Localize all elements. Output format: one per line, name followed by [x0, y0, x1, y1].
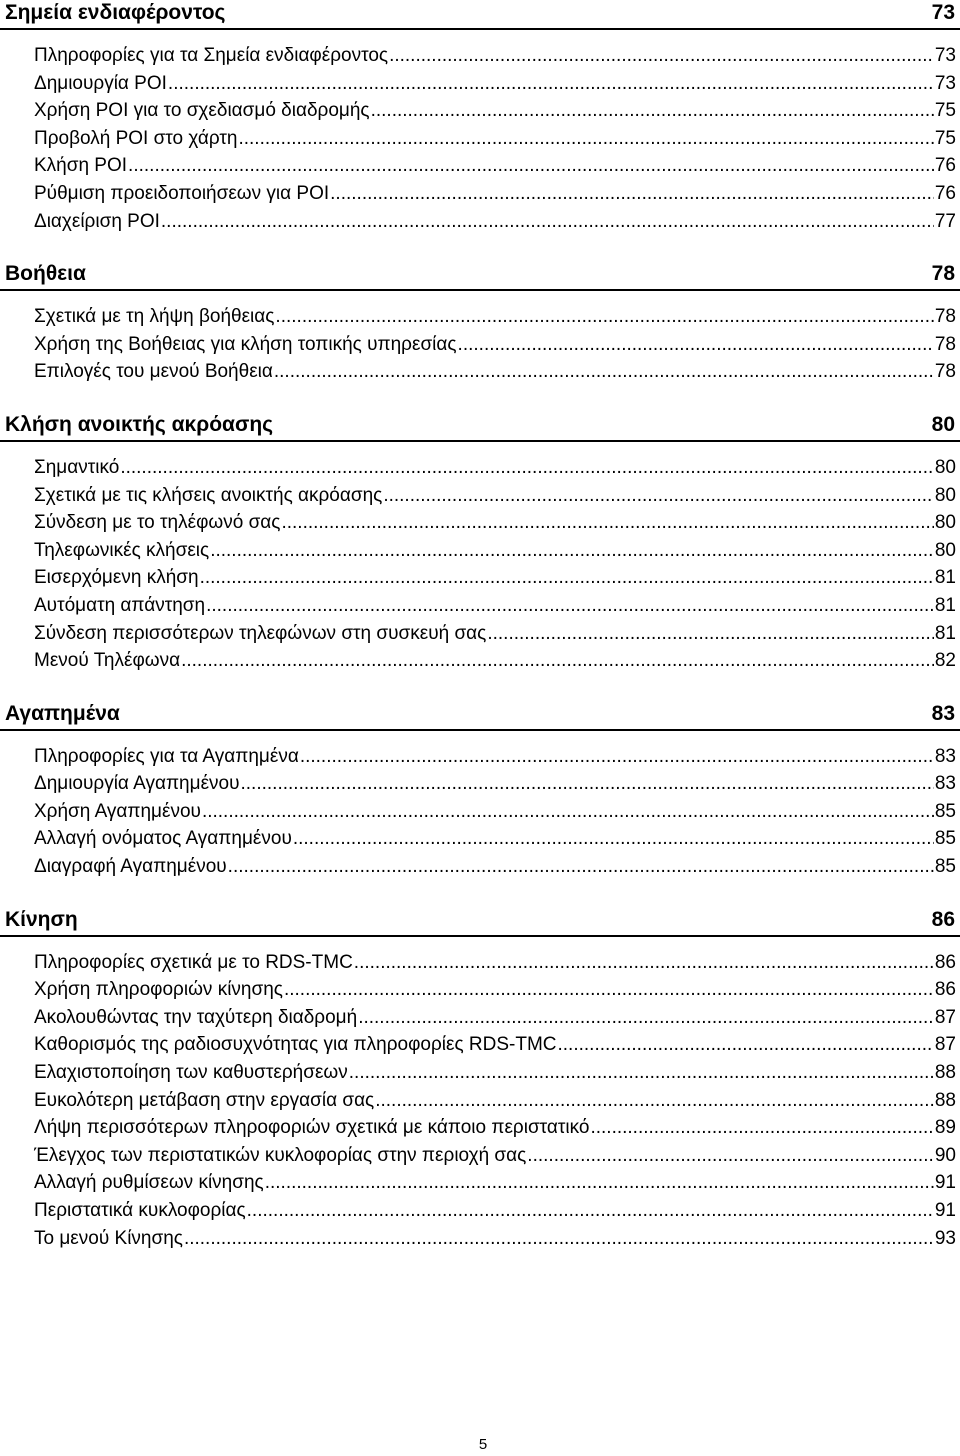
dot-leader: [527, 1142, 934, 1170]
entry-title: Σύνδεση με το τηλέφωνό σας: [34, 512, 281, 534]
section-page: 73: [931, 1, 955, 24]
entry-title: Εισερχόμενη κλήση: [34, 567, 199, 589]
entry-title: Ακολουθώντας την ταχύτερη διαδρομή: [34, 1006, 358, 1028]
dot-leader: [200, 564, 934, 592]
toc-entry[interactable]: [34, 331, 956, 359]
section-heading[interactable]: [0, 701, 960, 731]
dot-leader: [293, 825, 934, 853]
dot-leader: [181, 647, 934, 675]
dot-leader: [241, 770, 934, 798]
entry-title: Δημιουργία Αγαπημένου: [34, 773, 240, 795]
toc-entry[interactable]: [34, 853, 956, 881]
entry-page: 87: [934, 1006, 956, 1028]
entry-page: 85: [934, 828, 956, 850]
entry-page: 87: [934, 1034, 956, 1056]
dot-leader: [120, 454, 934, 482]
entry-page: 78: [934, 333, 956, 355]
entry-page: 93: [934, 1227, 956, 1249]
entry-page: 88: [934, 1062, 956, 1084]
toc-entry[interactable]: [34, 125, 956, 153]
entry-page: 82: [934, 650, 956, 672]
dot-leader: [458, 331, 934, 359]
section-page: 86: [931, 907, 955, 931]
dot-leader: [274, 358, 934, 386]
toc-entry[interactable]: [34, 454, 956, 482]
entry-title: Λήψη περισσότερων πληροφοριών σχετικά με κάποιο περιστατικό: [34, 1117, 590, 1139]
entry-title: Μενού Τηλέφωνα: [34, 650, 181, 672]
toc-entry[interactable]: [34, 482, 956, 510]
entry-page: 80: [934, 484, 956, 506]
toc-entry[interactable]: [34, 180, 956, 208]
toc-section: [0, 0, 960, 235]
section-title: Βοήθεια: [5, 262, 86, 286]
dot-leader: [358, 1004, 934, 1032]
entry-page: 80: [934, 512, 956, 534]
entry-page: 73: [934, 72, 956, 94]
entry-title: Περιστατικά κυκλοφορίας: [34, 1200, 246, 1221]
toc-entry[interactable]: [34, 798, 956, 826]
toc-entry[interactable]: [34, 770, 956, 798]
toc-entry[interactable]: [34, 949, 956, 977]
toc-entry[interactable]: [34, 1004, 956, 1032]
section-gap: [0, 386, 960, 412]
entry-title: Αλλαγή ρυθμίσεων κίνησης: [34, 1172, 264, 1194]
entry-page: 85: [934, 800, 956, 822]
entry-title: Χρήση πληροφοριών κίνησης: [34, 979, 283, 1001]
toc-section: [0, 907, 960, 1253]
entry-title: Ελαχιστοποίηση των καθυστερήσεων: [34, 1062, 348, 1084]
toc-entry[interactable]: [34, 70, 956, 98]
section-heading[interactable]: [0, 907, 960, 937]
entry-title: Προβολή POI στο χάρτη: [34, 127, 238, 149]
entry-title: Ρύθμιση προειδοποιήσεων για POI: [34, 182, 330, 204]
section-heading[interactable]: [0, 412, 960, 442]
section-gap: [0, 235, 960, 261]
page-number: 5: [478, 1436, 488, 1453]
toc-entry[interactable]: [34, 1197, 956, 1225]
entry-page: 88: [934, 1089, 956, 1111]
toc-entry[interactable]: [34, 564, 956, 592]
entry-title: Χρήση της Βοήθειας για κλήση τοπικής υπηρεσίας: [34, 333, 457, 355]
section-title: Αγαπημένα: [5, 701, 120, 725]
toc-section: [0, 701, 960, 881]
dot-leader: [330, 180, 934, 208]
toc-entry[interactable]: [34, 509, 956, 537]
dot-leader: [128, 152, 934, 180]
entry-page: 91: [934, 1200, 956, 1221]
dot-leader: [247, 1197, 934, 1225]
entry-title: Σύνδεση περισσότερων τηλεφώνων στη συσκευή σας: [34, 622, 487, 644]
toc-entry[interactable]: [34, 1169, 956, 1197]
dot-leader: [281, 509, 933, 537]
entry-page: 90: [934, 1144, 956, 1166]
entry-title: Αλλαγή ονόματος Αγαπημένου: [34, 828, 292, 850]
entry-title: Πληροφορίες σχετικά με το RDS-TMC: [34, 951, 353, 973]
section-title: Σημεία ενδιαφέροντος: [5, 1, 226, 24]
toc-entry[interactable]: [34, 592, 956, 620]
toc-entry[interactable]: [34, 1225, 956, 1253]
entry-page: 91: [934, 1172, 956, 1194]
dot-leader: [265, 1169, 934, 1197]
dot-leader: [349, 1059, 934, 1087]
dot-leader: [590, 1114, 933, 1142]
entry-page: 75: [934, 127, 956, 149]
entry-page: 81: [934, 594, 956, 616]
entry-page: 80: [934, 456, 956, 478]
entry-page: 76: [934, 155, 956, 177]
entry-title: Σχετικά με τη λήψη βοήθειας: [34, 306, 275, 328]
entry-title: Τηλεφωνικές κλήσεις: [34, 539, 210, 561]
section-page: 78: [931, 262, 955, 286]
section-page: 80: [931, 412, 955, 436]
entry-page: 86: [934, 979, 956, 1001]
section-page: 83: [931, 701, 955, 725]
toc-entry[interactable]: [34, 208, 956, 236]
toc-entry[interactable]: [34, 743, 956, 771]
section-title: Κίνηση: [5, 907, 78, 931]
entry-page: 81: [934, 567, 956, 589]
toc-entry[interactable]: [34, 152, 956, 180]
dot-leader: [354, 949, 934, 977]
toc-entry[interactable]: [34, 1142, 956, 1170]
dot-leader: [161, 208, 934, 236]
dot-leader: [487, 620, 934, 648]
dot-leader: [275, 303, 933, 331]
toc-entry[interactable]: [34, 42, 956, 70]
toc-entry[interactable]: [34, 1059, 956, 1087]
toc-entry[interactable]: [34, 537, 956, 565]
entry-page: 83: [934, 745, 956, 767]
entry-title: Διαχείριση POI: [34, 210, 160, 232]
dot-leader: [210, 537, 934, 565]
entry-title: Διαγραφή Αγαπημένου: [34, 856, 227, 878]
dot-leader: [375, 1087, 934, 1115]
toc-entry[interactable]: [34, 97, 956, 125]
entry-page: 73: [934, 45, 956, 66]
section-heading[interactable]: [0, 0, 960, 30]
dot-leader: [184, 1225, 934, 1253]
entry-page: 80: [934, 539, 956, 561]
toc-section: [0, 412, 960, 675]
toc-entry[interactable]: [34, 1114, 956, 1142]
toc-entry[interactable]: [34, 1031, 956, 1059]
dot-leader: [238, 125, 933, 153]
toc-entry[interactable]: [34, 358, 956, 386]
entry-page: 78: [934, 306, 956, 328]
entry-page: 81: [934, 622, 956, 644]
entry-title: Καθορισμός της ραδιοσυχνότητας για πληροφορίες RDS-TMC: [34, 1034, 557, 1056]
entry-title: Σχετικά με τις κλήσεις ανοικτής ακρόασης: [34, 484, 383, 506]
dot-leader: [228, 853, 934, 881]
toc-entry[interactable]: [34, 976, 956, 1004]
entry-title: Έλεγχος των περιστατικών κυκλοφορίας στην περιοχή σας: [34, 1144, 527, 1166]
toc-entry[interactable]: [34, 303, 956, 331]
entry-title: Χρήση Αγαπημένου: [34, 800, 201, 822]
entry-title: Κλήση POI: [34, 155, 128, 177]
dot-leader: [558, 1031, 934, 1059]
toc-entry[interactable]: [34, 620, 956, 648]
section-gap: [0, 675, 960, 701]
entry-page: 77: [934, 210, 956, 232]
entry-title: Δημιουργία POI: [34, 72, 167, 94]
entry-title: Επιλογές του μενού Βοήθεια: [34, 361, 273, 383]
entry-title: Το μενού Κίνησης: [34, 1227, 183, 1249]
dot-leader: [284, 976, 934, 1004]
toc-entry[interactable]: [34, 1087, 956, 1115]
dot-leader: [383, 482, 934, 510]
section-title: Κλήση ανοικτής ακρόασης: [5, 412, 274, 436]
toc-entry[interactable]: [34, 647, 956, 675]
toc-section: [0, 261, 960, 386]
entry-page: 76: [934, 182, 956, 204]
entry-page: 89: [934, 1117, 956, 1139]
entry-title: Ευκολότερη μετάβαση στην εργασία σας: [34, 1089, 375, 1111]
section-gap: [0, 881, 960, 907]
dot-leader: [300, 743, 934, 771]
entry-page: 83: [934, 773, 956, 795]
entry-page: 75: [934, 100, 956, 122]
entry-page: 78: [934, 361, 956, 383]
dot-leader: [168, 70, 934, 98]
entry-title: Πληροφορίες για τα Σημεία ενδιαφέροντος: [34, 45, 389, 66]
entry-title: Σημαντικό: [34, 456, 120, 478]
dot-leader: [371, 97, 934, 125]
dot-leader: [206, 592, 934, 620]
section-heading[interactable]: [0, 261, 960, 291]
dot-leader: [202, 798, 934, 826]
entry-page: 86: [934, 951, 956, 973]
entry-title: Πληροφορίες για τα Αγαπημένα: [34, 745, 299, 767]
entry-page: 85: [934, 856, 956, 878]
toc-entry[interactable]: [34, 825, 956, 853]
entry-title: Χρήση POI για το σχεδιασμό διαδρομής: [34, 100, 370, 122]
entry-title: Αυτόματη απάντηση: [34, 594, 206, 616]
dot-leader: [389, 42, 934, 70]
